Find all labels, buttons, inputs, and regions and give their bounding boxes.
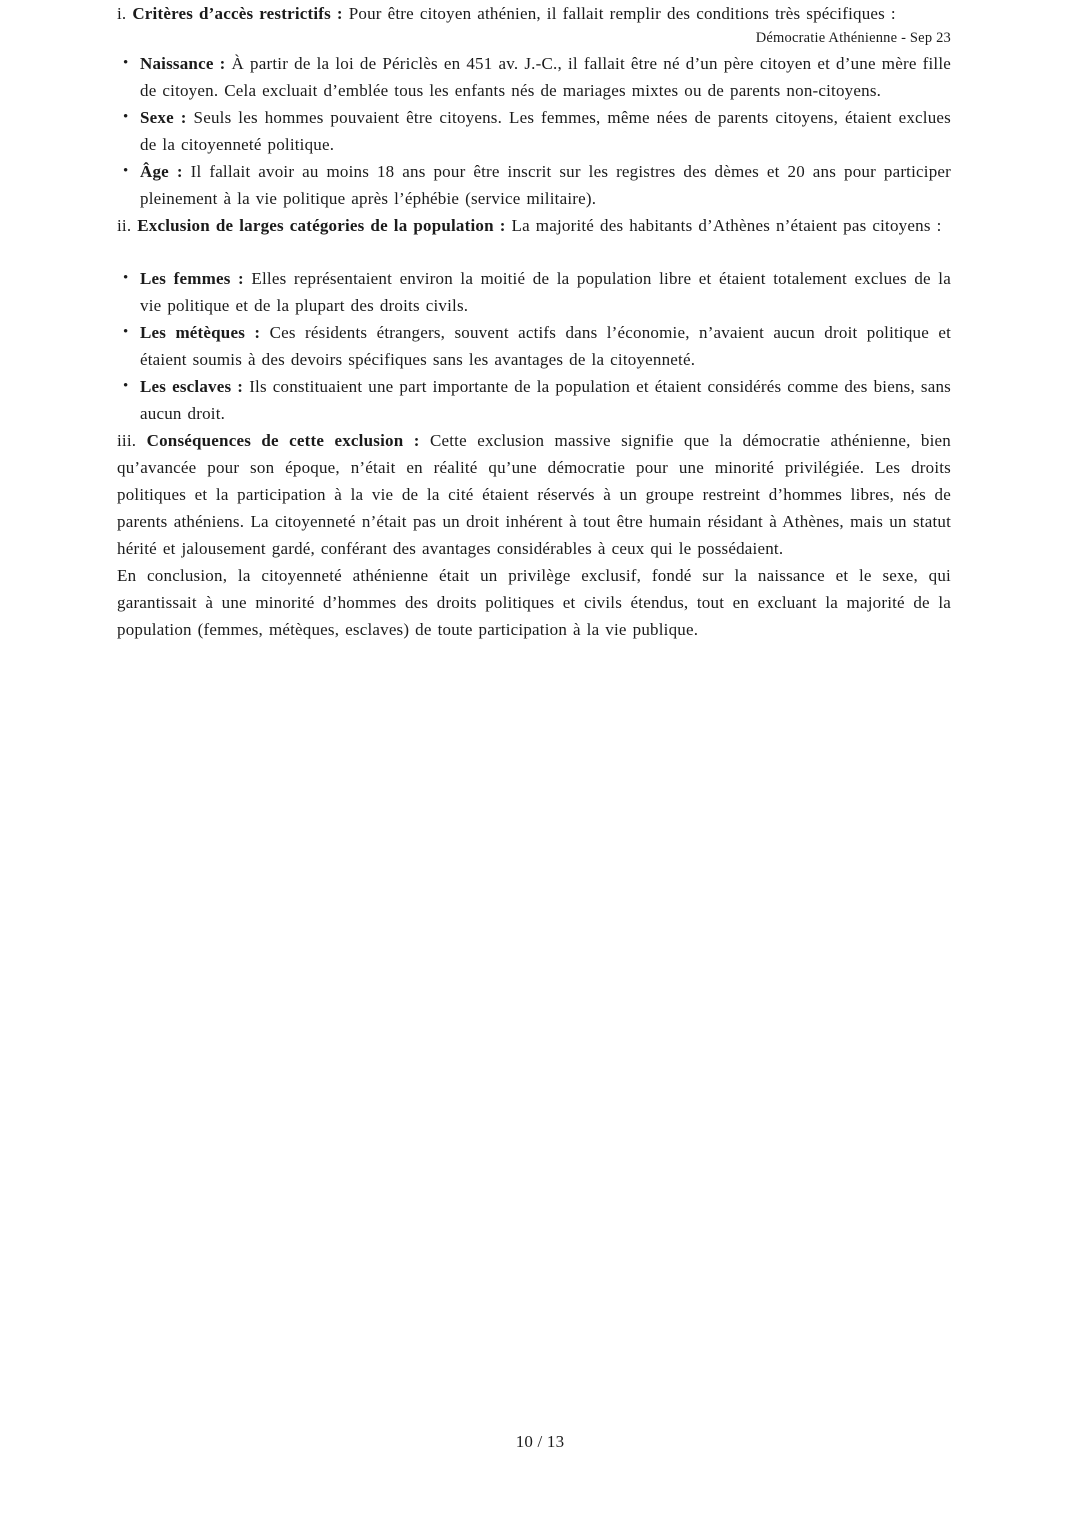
section-ii-numeral: ii. [117, 216, 132, 235]
document-content [117, 0, 951, 643]
bullet-icon: • [123, 324, 129, 340]
item-label: Les femmes : [140, 269, 244, 288]
section-iii-heading [117, 427, 951, 562]
criteria-bullet-list [117, 50, 951, 212]
item-text: Seuls les hommes pouvaient être citoyens. Les femmes, même nées de parents citoyens, étaient exclues de la citoyenneté politique. [140, 108, 951, 154]
item-text: À partir de la loi de Périclès en 451 av. J.-C., il fallait être né d’un père citoyen et d’une mère fille de citoyen. Cela excluait d’emblée tous les enfants nés de mariages mixtes ou de parents non-citoyens. [140, 54, 951, 100]
item-text: Elles représentaient environ la moitié de la population libre et étaient totalement exclues de la vie politique et de la plupart des droits civils. [140, 269, 951, 315]
section-ii-title: Exclusion de larges catégories de la population : [137, 216, 506, 235]
header-title: Démocratie Athénienne - Sep 23 [755, 30, 951, 46]
list-item-femmes [117, 265, 951, 319]
section-iii-text: Cette exclusion massive signifie que la démocratie athénienne, bien qu’avancée pour son époque, n’était en réalité qu’une démocratie pour une minorité privilégiée. Les droits politiques et la participation à la vie de la cité étaient réservés à un groupe restreint d’hommes libres, nés de parents athéniens. La citoyenneté n’était pas un droit inhérent à tout être humain résidant à Athènes, mais un statut hérité et jalousement gardé, conférant des avantages considérables à ceux qui le possédaient. [117, 431, 951, 558]
list-item-sexe [117, 104, 951, 158]
bullet-icon: • [123, 109, 129, 125]
item-label: Âge : [140, 162, 183, 181]
section-i-title: Critères d’accès restrictifs : [132, 4, 343, 23]
exclusion-bullet-list [117, 265, 951, 427]
item-text: Ces résidents étrangers, souvent actifs dans l’économie, n’avaient aucun droit politique et étaient soumis à des devoirs spécifiques sans les avantages de la citoyenneté. [140, 323, 952, 369]
list-item-naissance [117, 50, 951, 104]
section-i-text: Pour être citoyen athénien, il fallait remplir des conditions très spécifiques : [348, 4, 896, 23]
section-ii-heading [117, 212, 951, 239]
item-text: Il fallait avoir au moins 18 ans pour être inscrit sur les registres des dèmes et 20 ans pour participer pleinement à la vie politique après l’éphébie (service militaire). [140, 162, 951, 208]
item-label: Les métèques : [140, 323, 261, 342]
item-label: Sexe : [140, 108, 187, 127]
bullet-icon: • [123, 378, 129, 394]
list-item-esclaves [117, 373, 951, 427]
conclusion-paragraph: En conclusion, la citoyenneté athénienne était un privilège exclusif, fondé sur la naissance et le sexe, qui garantissait à une minorité d’hommes des droits politiques et civils étendus, tout en excluant la majorité de la population (femmes, métèques, esclaves) de toute participation à la vie publique. [117, 566, 951, 639]
section-iii-title: Conséquences de cette exclusion : [146, 431, 420, 450]
item-label: Naissance : [140, 54, 226, 73]
list-item-age [117, 158, 951, 212]
bullet-icon: • [123, 163, 129, 179]
section-ii-text: La majorité des habitants d’Athènes n’étaient pas citoyens : [511, 216, 942, 235]
page-footer [0, 1428, 1080, 1455]
bullet-icon: • [123, 55, 129, 71]
section-iii-numeral: iii. [117, 431, 137, 450]
item-text: Ils constituaient une part importante de la population et étaient considérés comme des biens, sans aucun droit. [140, 377, 951, 423]
section-i-numeral: i. [117, 4, 127, 23]
list-item-meteques [117, 319, 951, 373]
page-number: 10 / 13 [515, 1432, 565, 1451]
bullet-icon: • [123, 270, 129, 286]
item-label: Les esclaves : [140, 377, 244, 396]
section-i-heading [117, 0, 951, 27]
